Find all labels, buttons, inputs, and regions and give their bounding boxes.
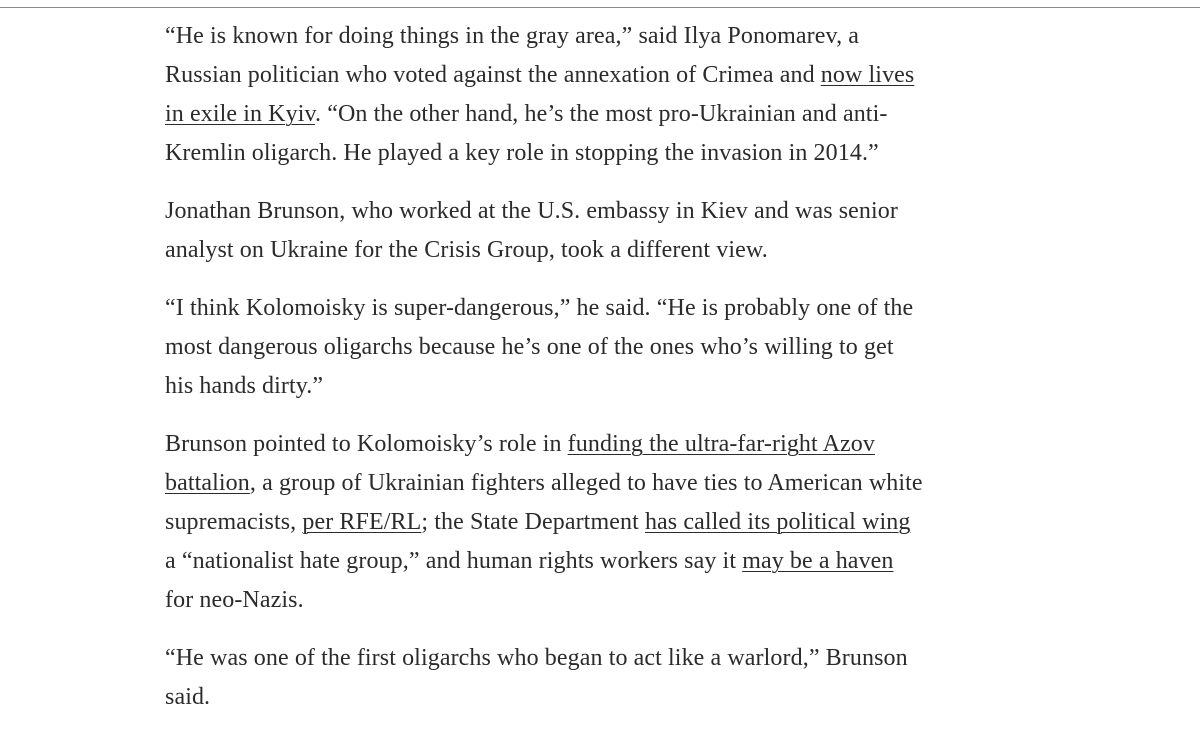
paragraph-warlord-quote [165, 639, 925, 717]
link-political-wing[interactable]: has called its political wing [644, 509, 911, 535]
paragraph-text: . “On the other hand, he’s the most pro-Ukrainian and anti-Kremlin oligarch. He played a key role in stopping the invasion in 2014.” [165, 101, 888, 166]
paragraph-text: ; the State Department [421, 509, 645, 535]
paragraph-text: Jonathan Brunson, who worked at the U.S. embassy in Kiev and was senior analyst on Ukraine for the Crisis Group, took a different view. [165, 198, 898, 263]
paragraph-text: a “nationalist hate group,” and human rights workers say it [165, 548, 743, 574]
paragraph-text: “I think Kolomoisky is super-dangerous,” he said. “He is probably one of the most dangerous oligarchs because he’s one of the ones who’s willing to get his hands dirty.” [165, 295, 914, 399]
paragraph-brunson-intro [165, 192, 925, 270]
paragraph-azov-battalion [165, 425, 925, 620]
link-exile-in-kyiv[interactable]: now lives in exile in Kyiv [165, 62, 915, 127]
paragraph-text: , a group of Ukrainian fighters alleged to have ties to American white supremacists, [165, 470, 923, 535]
paragraph-text: Brunson pointed to Kolomoisky’s role in [165, 431, 568, 457]
paragraph-ponomarev-quote [165, 17, 925, 173]
paragraph-text: “He was one of the first oligarchs who began to act like a warlord,” Brunson said. [165, 645, 908, 710]
paragraph-text: for neo-Nazis. [165, 587, 304, 613]
link-haven[interactable]: may be a haven [742, 548, 894, 574]
link-azov-funding[interactable]: funding the ultra-far-right Azov battalion [165, 431, 875, 496]
article-body [165, 17, 925, 736]
paragraph-brunson-quote [165, 289, 925, 406]
link-rfe-rl[interactable]: per RFE/RL [302, 509, 422, 535]
paragraph-text: “He is known for doing things in the gray area,” said Ilya Ponomarev, a Russian politician who voted against the annexation of Crimea and [165, 23, 860, 88]
top-divider [0, 0, 1200, 8]
